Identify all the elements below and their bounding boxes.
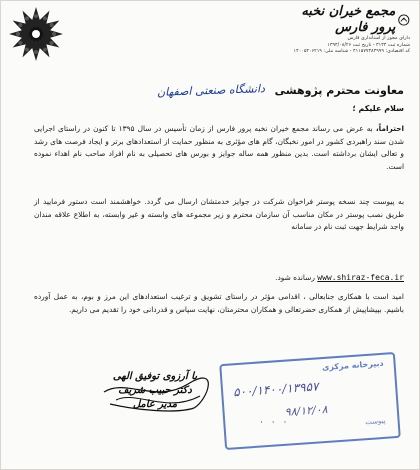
paragraph-intro-lead: احتراماً،	[375, 124, 404, 133]
letterhead	[280, 4, 410, 56]
org-economic-code: کد اقتصادی: ۴۱۱۵۷۷۳۸۳۹۹۹ - شناسه ملی: ۱۴۰۰۵۴۰۶۲۱۹	[293, 49, 410, 54]
stamp-date: ۹۸/۱۲/۰۸	[284, 402, 328, 419]
addressee-handwritten: دانشگاه صنعتی اصفهان	[156, 82, 265, 99]
paragraph-closing: امید است با همکاری جنابعالی ، اقدامی مؤثر در راستای تشویق و ترغیب استعدادهای این مرز و بوم، به عمل آورده باشیم. بپیشاپیش از همکاری حضرتعالی و همکاران محترمتان، نهایت سپاس و قدردانی خود را تقدیم می داریم.	[34, 292, 404, 314]
org-name-text: مجمع خیران نخبه پرور فارس	[301, 4, 396, 35]
url-line-suffix: رسانده شود.	[275, 273, 315, 282]
org-emblem-icon	[398, 12, 410, 28]
signature-wish: با آرزوی توفیق الهی	[112, 371, 198, 382]
stamp-title: دبیرخانه مرکزی	[321, 358, 384, 373]
org-registration: شماره ثبت ۳۱۳۴ - تاریخ ثبت ۱۳۹۴/۰۸/۲۶	[327, 42, 410, 48]
addressee	[64, 84, 404, 97]
signature-scribble-icon	[96, 370, 214, 420]
dots-separator: · · ·	[260, 418, 290, 428]
paragraph-request: به پیوست چند نسخه پوستر فراخوان شرکت در جوایز خدمتشان ارسال می گردد. خواهشمند است دستور فرمایید از طریق نصب پوستر در مکان مناسب آن سازمان محترم و زیر مجموعه های وابسته و غیر وابسته، به اطلاع علاقه مندان واجد شرایط جهت ثبت نام در سامانه	[34, 197, 404, 232]
addressee-title: معاونت محترم پژوهشی	[274, 84, 404, 97]
org-name	[280, 4, 410, 36]
org-license: دارای مجوز از استانداری فارس	[347, 36, 410, 41]
signature-role: مدیر عامل	[132, 399, 178, 410]
stamp-attachment: پیوست	[364, 416, 386, 427]
registration-stamp	[219, 352, 401, 450]
url-line	[34, 273, 404, 282]
signature-block	[96, 370, 214, 412]
website-link[interactable]: www.shiraz-feca.ir	[317, 273, 404, 282]
greeting: سلام علیکم ؛	[352, 104, 404, 113]
paragraph-intro-text: به عرض می رساند مجمع خیران نخبه پرور فارس از زمان تأسیس در سال ۱۳۹۵ تا کنون در راستای اجرایی شدن سند راهبردی کشور در امور نخبگان، گام های مؤثری به منظور حمایت از استعدادهای برتر و ایجاد فرصت های رشد و تعالی ایشان برداشته است. بدین منظور همه ساله جوایز و بورس های تحصیلی به نام افراد صاحب نام اهداء نموده است.	[34, 124, 404, 171]
paragraph-intro	[34, 123, 404, 173]
stamp-number: ۵۰۰/۱۴۰۰/۱۳۹۵۷	[232, 379, 319, 400]
ornament-logo-icon	[6, 4, 66, 64]
signature-name: دکتر حبیب شریف	[118, 385, 192, 396]
